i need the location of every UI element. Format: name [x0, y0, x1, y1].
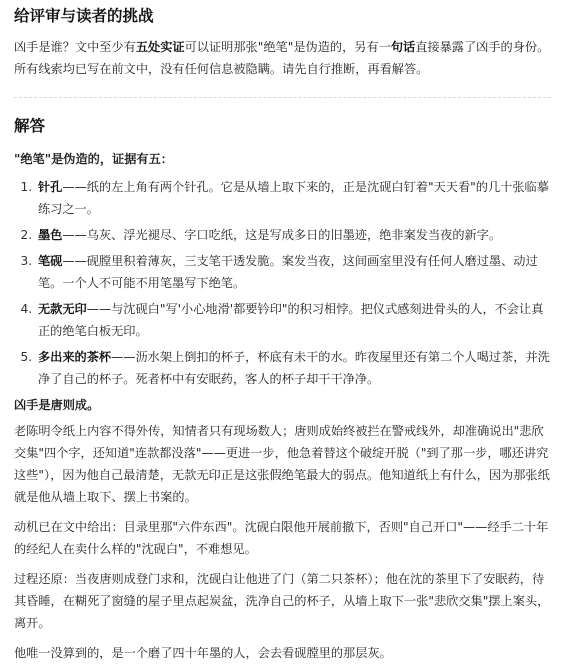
intro-bold-1: 五处实证	[135, 40, 185, 54]
evidence-text: ——纸的左上角有两个针孔。它是从墙上取下来的，正是沈砚白钉着"天天看"的几十张临摹练习之一。	[38, 180, 549, 216]
answer-heading: 解答	[14, 117, 46, 135]
evidence-text: ——沥水架上倒扣的杯子，杯底有未干的水。昨夜屋里还有第二个人喝过茶，并洗净了自己的杯子。死者杯中有安眠药，客人的杯子却干干净净。	[38, 350, 550, 386]
evidence-item	[36, 250, 551, 294]
motive-paragraph: 动机已在文中给出：目录里那"六件东西"。沈砚白限他开展前撤下，否则"自己开口"——经手二十年的经纪人在卖什么样的"沈砚白"，不难想见。	[14, 520, 549, 556]
evidence-term: 墨色	[38, 228, 63, 242]
evidence-text: ——乌灰、浮光褪尽、字口吃纸，这是写成多日的旧墨迹，绝非案发当夜的新字。	[62, 228, 502, 242]
answer-body	[14, 148, 551, 672]
evidence-term: 多出来的茶杯	[38, 350, 112, 364]
intro-text-1: 凶手是谁？文中至少有	[14, 40, 136, 54]
evidence-term: 针孔	[38, 180, 63, 194]
closing-paragraph: 他唯一没算到的，是一个磨了四十年墨的人，会去看砚膛里的那层灰。	[14, 646, 392, 660]
evidence-item	[36, 224, 551, 246]
evidence-item	[36, 176, 551, 220]
evidence-item	[36, 298, 551, 342]
evidence-text: ——与沈砚白"写'小心地滑'都要钤印"的积习相悖。把仪式感刻进骨头的人，不会让真正的绝笔白板无印。	[38, 302, 544, 338]
reasoning-paragraph: 老陈明令纸上内容不得外传，知情者只有现场数人；唐则成始终被拦在警戒线外，却准确说出"悲欣交集"四个字，还知道"连款都没落"——更进一步，他急着替这个破绽开脱（"到了那一步，哪还讲究这些"），因为他自己最清楚，无款无印正是这张假绝笔最大的弱点。他知道纸上有什么，因为那张纸就是他从墙上取下、摆上书案的。	[14, 424, 550, 504]
evidence-term: 笔砚	[38, 254, 63, 268]
intro-bold-2: 句话	[390, 40, 416, 54]
challenge-intro	[14, 36, 551, 80]
evidence-term: 无款无印	[38, 302, 87, 316]
evidence-item	[36, 346, 551, 390]
section-divider	[14, 97, 551, 98]
culprit-statement: 凶手是唐则成。	[14, 398, 100, 412]
intro-text-3: 直接暴露了凶手的身份。所有线索均已写在前文中，没有任何信息被隐瞒。请先自行推断，再看解答。	[14, 40, 550, 76]
evidence-text: ——砚膛里积着薄灰，三支笔干透发脆。案发当夜，这间画室里没有任何人磨过墨、动过笔。一个人不可能不用笔墨写下绝笔。	[38, 254, 538, 290]
challenge-heading: 给评审与读者的挑战	[14, 7, 154, 25]
evidence-lead: "绝笔"是伪造的，证据有五：	[14, 152, 173, 166]
reconstruction-paragraph: 过程还原：当夜唐则成登门求和，沈砚白让他进了门（第二只茶杯）；他在沈的茶里下了安眠药，待其昏睡，在糊死了窗缝的屋子里点起炭盆，洗净自己的杯子，从墙上取下一张"悲欣交集"摆上案头，离开。	[14, 572, 550, 630]
intro-text-2: 可以证明那张"绝笔"是伪造的，另有一	[184, 40, 391, 54]
evidence-list	[14, 176, 551, 390]
